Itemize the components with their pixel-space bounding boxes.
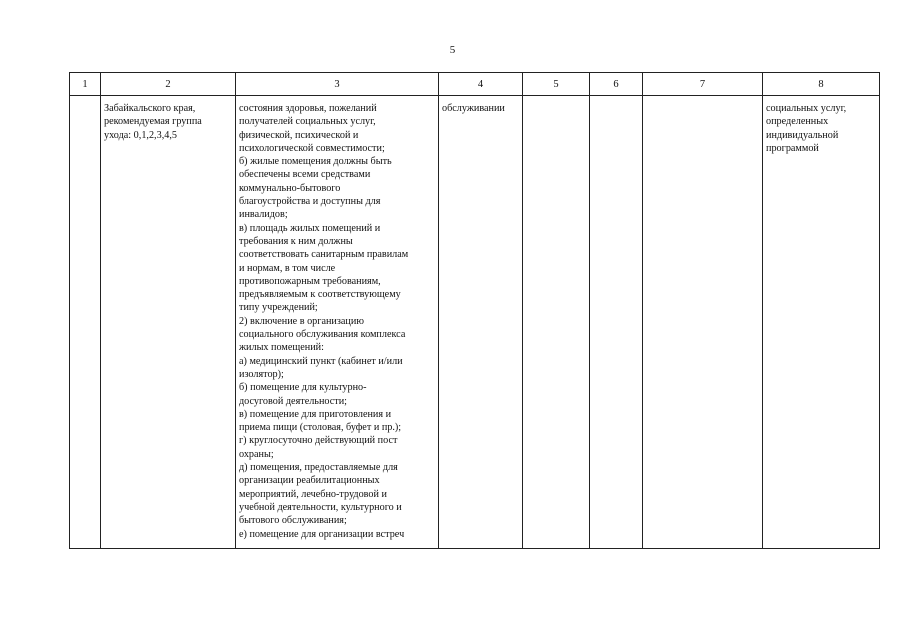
header-col-6: 6 [590,73,643,96]
cell-col-2 [101,96,236,549]
cell-col-5 [523,96,590,549]
header-col-5: 5 [523,73,590,96]
page-number: 5 [449,44,456,56]
cell-col-7 [643,96,763,549]
cell-col-8 [763,96,880,549]
cell-col-3 [236,96,439,549]
services-table [69,72,880,549]
cell-col-4-text: обслуживании [442,103,505,114]
cell-col-8-text: социальных услуг, определенных индивидуальной программой [766,103,847,154]
header-col-8: 8 [763,73,880,96]
cell-col-4 [439,96,523,549]
header-col-3: 3 [236,73,439,96]
header-col-2: 2 [101,73,236,96]
cell-col-6 [590,96,643,549]
header-row [70,73,880,96]
header-col-4: 4 [439,73,523,96]
table-row [70,96,880,549]
header-col-1: 1 [70,73,101,96]
header-col-7: 7 [643,73,763,96]
cell-col-2-text: Забайкальского края, рекомендуемая группа ухода: 0,1,2,3,4,5 [104,103,202,141]
cell-col-1 [70,96,101,549]
cell-col-3-text: состояния здоровья, пожеланий получателей социальных услуг, физической, психической и психологической совместимости; б) жилые помещения должны быть обеспечены всеми средствами коммунально-бытового благоустройства и доступны для инвалидов; в) площадь жилых помещений и требования к ним должны соответствовать санитарным правилам и нормам, в том числе противопожарным требованиям, предъявляемым к соответствующему типу учреждений; 2) включение в организацию социального обслуживания комплекса жилых помещений: а) медицинский пункт (кабинет и/или изолятор); б) помещение для культурно- досуговой деятельности; в) помещение для приготовления и приема пищи (столовая, буфет и пр.); г) круглосуточно действующий пост охраны; д) помещения, предоставляемые для организации реабилитационных мероприятий, лечебно-трудовой и учебной деятельности, культурного и бытового обслуживания; е) помещение для организации встреч [239,103,409,540]
